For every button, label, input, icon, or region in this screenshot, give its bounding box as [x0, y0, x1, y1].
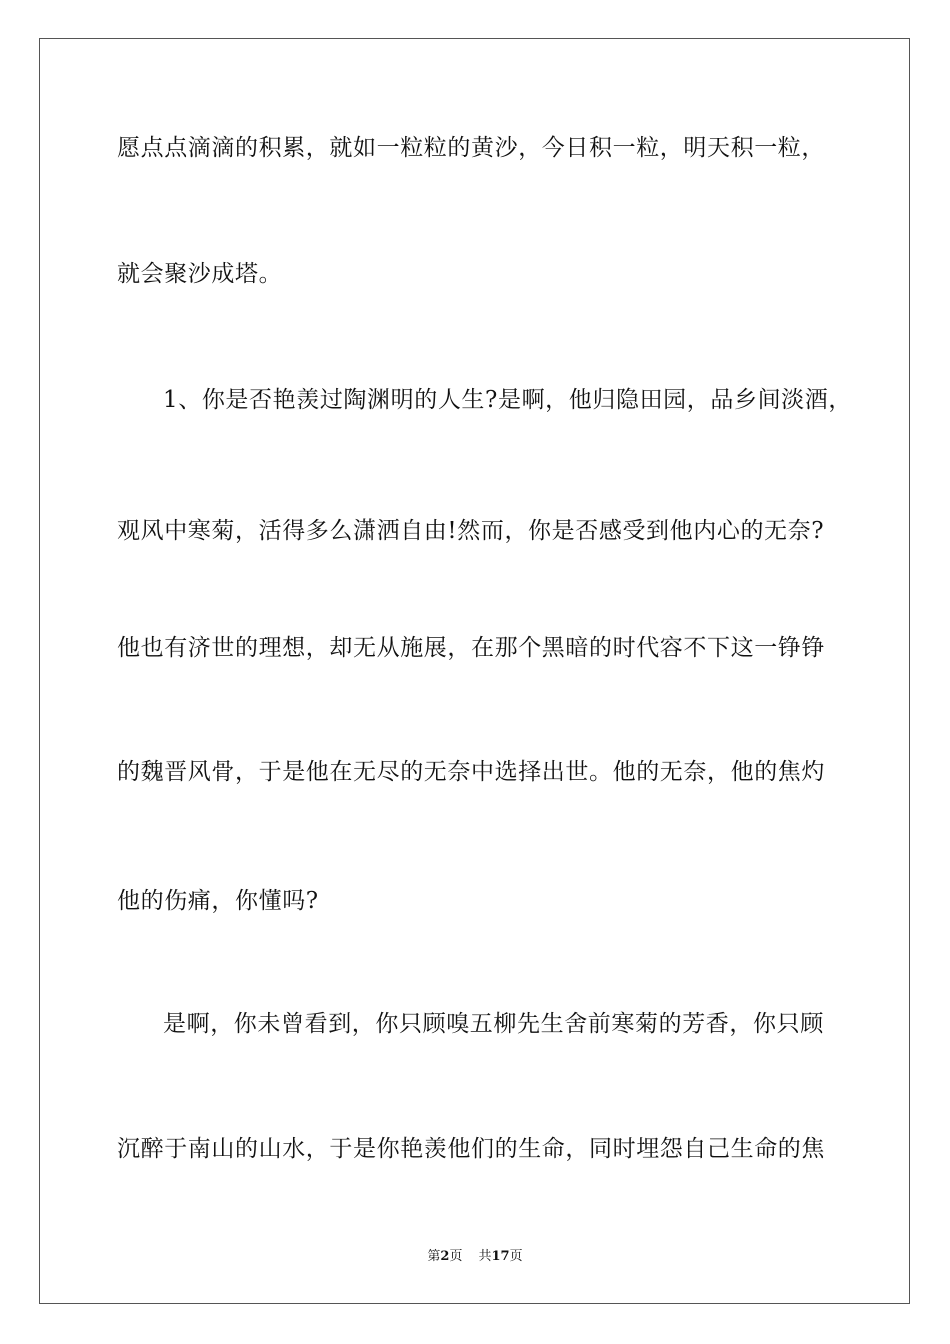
- text-line: 的魏晋风骨，于是他在无尽的无奈中选择出世。他的无奈，他的焦灼: [117, 759, 825, 785]
- paragraph-start-line: 1、你是否艳羡过陶渊明的人生?是啊，他归隐田园，品乡间淡酒，: [163, 387, 852, 413]
- page-number: 2: [440, 1249, 450, 1264]
- page-suffix: 页: [449, 1249, 463, 1264]
- page-prefix: 第: [427, 1249, 441, 1264]
- text-line: 他的伤痛，你懂吗?: [117, 888, 319, 914]
- text-line: 就会聚沙成塔。: [117, 261, 283, 287]
- text-line: 他也有济世的理想，却无从施展，在那个黑暗的时代容不下这一铮铮: [117, 635, 825, 661]
- page-border: [39, 38, 910, 1304]
- total-suffix: 页: [509, 1249, 523, 1264]
- text-line: 沉醉于南山的山水，于是你艳羡他们的生命，同时埋怨自己生命的焦: [117, 1136, 825, 1162]
- page-footer: [0, 1248, 950, 1266]
- total-pages: 17: [491, 1249, 510, 1264]
- total-prefix: 共: [478, 1249, 492, 1264]
- text-line: 观风中寒菊，活得多么潇洒自由!然而，你是否感受到他内心的无奈?: [117, 518, 825, 544]
- paragraph-start-line: 是啊，你未曾看到，你只顾嗅五柳先生舍前寒菊的芳香，你只顾: [163, 1011, 824, 1037]
- text-line: 愿点点滴滴的积累，就如一粒粒的黄沙，今日积一粒，明天积一粒，: [117, 135, 825, 161]
